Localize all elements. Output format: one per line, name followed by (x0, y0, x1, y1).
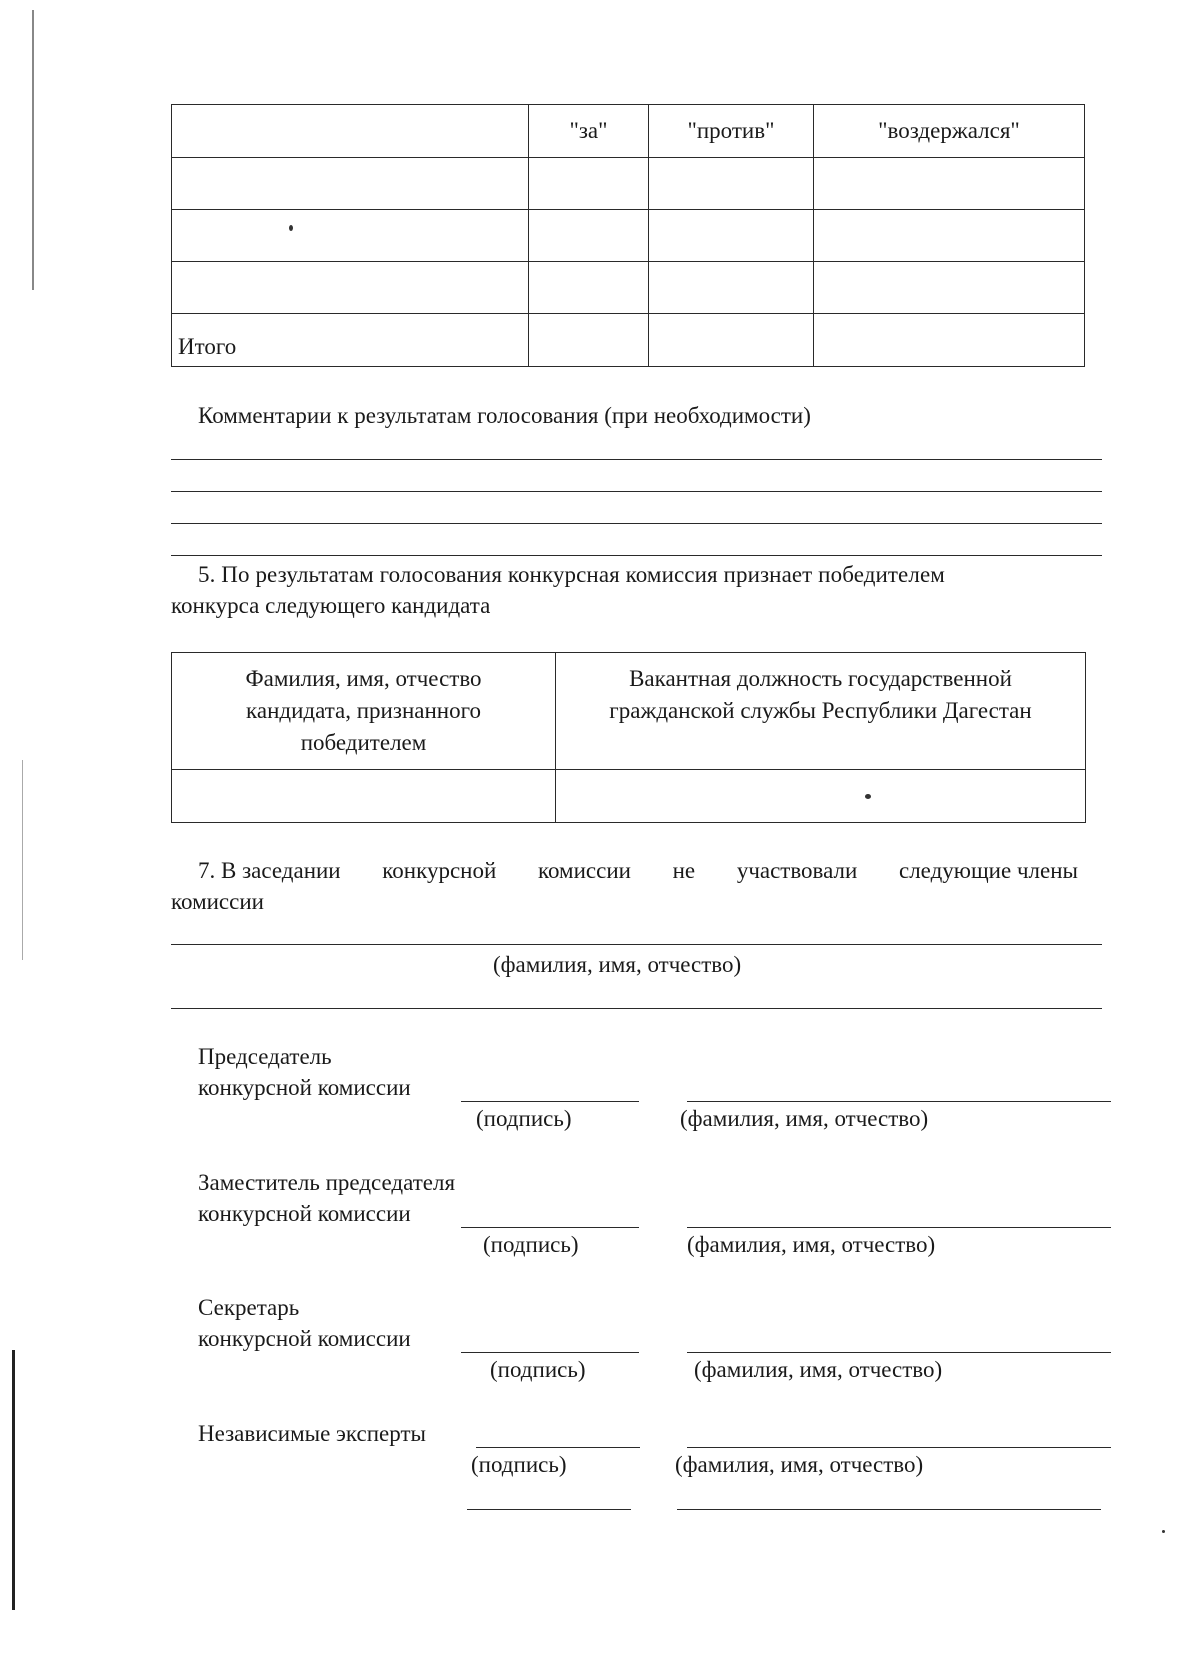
table-row (172, 770, 1086, 823)
chairman-name-line (687, 1101, 1111, 1102)
chairman-role-line-2: конкурсной комиссии (198, 1075, 411, 1100)
table-row (172, 210, 1085, 262)
table-header-row (172, 653, 1086, 770)
section-7-line-1: 7. В заседании конкурсной комиссии не участвовали следующие члены (198, 858, 1078, 883)
comment-line (171, 523, 1102, 524)
secretary-role-line-1: Секретарь (198, 1295, 300, 1320)
name-caption: (фамилия, имя, отчество) (675, 1452, 924, 1477)
name-caption: (фамилия, имя, отчество) (694, 1357, 943, 1382)
comment-line (171, 555, 1102, 556)
table-header-row (172, 105, 1085, 158)
section-5-line-2: конкурса следующего кандидата (171, 593, 491, 618)
deputy-role-line-2: конкурсной комиссии (198, 1201, 411, 1226)
chairman-role-line-1: Председатель (198, 1044, 332, 1069)
fio-caption: (фамилия, имя, отчество) (493, 952, 742, 977)
signature-caption: (подпись) (471, 1452, 567, 1477)
section-7-line-2: комиссии (171, 889, 264, 914)
deputy-signature-line (461, 1227, 639, 1228)
name-caption: (фамилия, имя, отчество) (680, 1106, 929, 1131)
column-header-against: "против" (649, 105, 814, 158)
table-row (172, 158, 1085, 210)
column-header-for: "за" (529, 105, 649, 158)
winner-name-header: Фамилия, имя, отчество кандидата, признанного победителем (172, 653, 556, 770)
table-row (172, 262, 1085, 314)
absent-members-line (171, 944, 1102, 945)
experts-role-line: Независимые эксперты (198, 1421, 426, 1446)
secretary-name-line (687, 1352, 1111, 1353)
voting-results-table (171, 104, 1085, 367)
comment-line (171, 491, 1102, 492)
secretary-role-line-2: конкурсной комиссии (198, 1326, 411, 1351)
signature-caption: (подпись) (476, 1106, 572, 1131)
deputy-role-line-1: Заместитель председателя (198, 1170, 456, 1195)
experts-signature-line (476, 1447, 640, 1448)
scan-edge-mark (22, 760, 23, 960)
chairman-signature-line (461, 1101, 639, 1102)
name-caption: (фамилия, имя, отчество) (687, 1232, 936, 1257)
table-header-cell (172, 105, 529, 158)
table-total-row (172, 314, 1085, 367)
scan-edge-mark (12, 1350, 15, 1610)
vacant-position-header: Вакантная должность государственной гражданской службы Республики Дагестан (556, 653, 1086, 770)
experts-signature-line-2 (467, 1509, 631, 1510)
secretary-signature-line (461, 1352, 639, 1353)
total-label: Итого (172, 314, 529, 367)
comment-line (171, 459, 1102, 460)
experts-name-line (687, 1447, 1111, 1448)
winner-table (171, 652, 1086, 823)
experts-name-line-2 (677, 1509, 1101, 1510)
absent-members-line (171, 1008, 1102, 1009)
signature-caption: (подпись) (490, 1357, 586, 1382)
column-header-abstained: "воздержался" (814, 105, 1085, 158)
scan-speck (1162, 1530, 1165, 1533)
deputy-name-line (687, 1227, 1111, 1228)
comments-label: Комментарии к результатам голосования (при необходимости) (198, 403, 811, 428)
section-5-line-1: 5. По результатам голосования конкурсная комиссия признает победителем (198, 562, 945, 587)
scan-edge-mark (32, 10, 34, 290)
signature-caption: (подпись) (483, 1232, 579, 1257)
